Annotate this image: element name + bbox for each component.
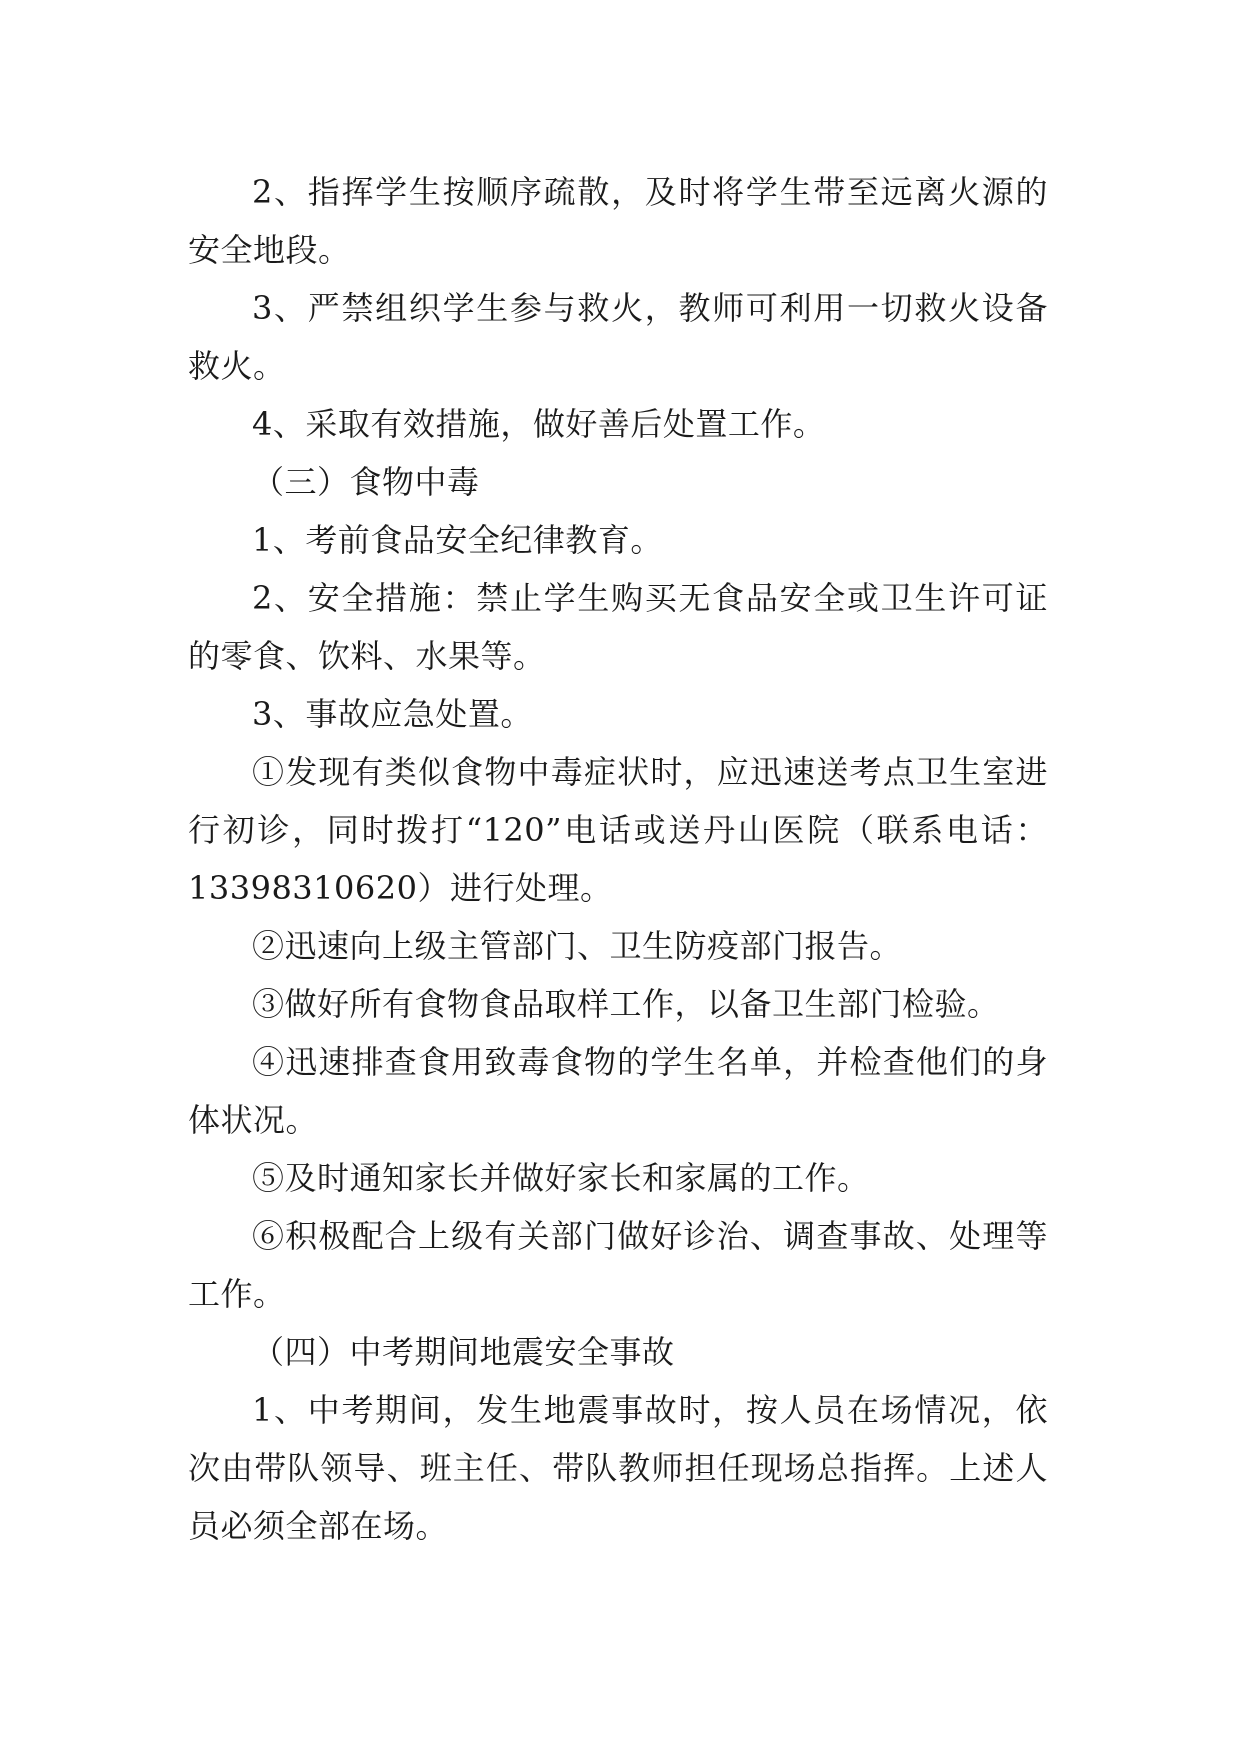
section-heading-earthquake: （四）中考期间地震安全事故	[252, 1333, 675, 1371]
section-heading-food-poisoning: （三）食物中毒	[252, 463, 480, 501]
paragraph-step-4: ④迅速排查食用致毒食物的学生名单，并检查他们的身体状况。	[188, 1043, 1048, 1139]
paragraph-emergency-response: 3、事故应急处置。	[252, 695, 533, 733]
paragraph-no-firefighting: 3、严禁组织学生参与救火，教师可利用一切救火设备救火。	[188, 289, 1048, 385]
paragraph-earthquake-command: 1、中考期间，发生地震事故时，按人员在场情况，依次由带队领导、班主任、带队教师担任现场总指挥。上述人员必须全部在场。	[188, 1391, 1048, 1545]
paragraph-safety-measures: 2、安全措施：禁止学生购买无食品安全或卫生许可证的零食、饮料、水果等。	[188, 579, 1048, 675]
paragraph-step-5: ⑤及时通知家长并做好家长和家属的工作。	[252, 1159, 870, 1197]
paragraph-step-2: ②迅速向上级主管部门、卫生防疫部门报告。	[252, 927, 903, 965]
paragraph-step-3: ③做好所有食物食品取样工作，以备卫生部门检验。	[252, 985, 1000, 1023]
document-body	[188, 163, 1048, 1555]
paragraph-step-6: ⑥积极配合上级有关部门做好诊治、调查事故、处理等工作。	[188, 1217, 1048, 1313]
paragraph-step-1: ①发现有类似食物中毒症状时，应迅速送考点卫生室进行初诊，同时拨打“120”电话或送丹山医院（联系电话：13398310620）进行处理。	[188, 753, 1048, 907]
paragraph-aftermath: 4、采取有效措施，做好善后处置工作。	[252, 405, 826, 443]
paragraph-evacuate: 2、指挥学生按顺序疏散，及时将学生带至远离火源的安全地段。	[188, 173, 1048, 269]
paragraph-food-education: 1、考前食品安全纪律教育。	[252, 521, 663, 559]
